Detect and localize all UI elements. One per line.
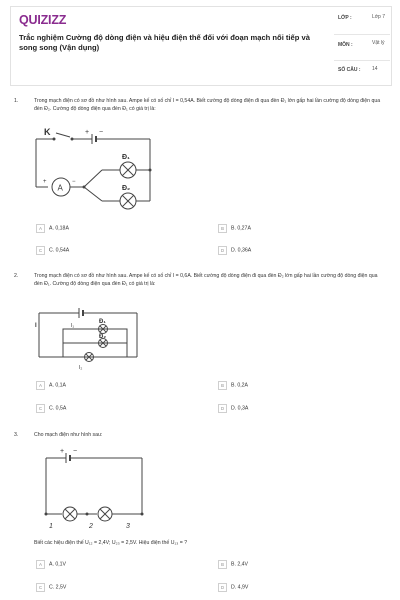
lamp2-label: Đ₂: [99, 334, 106, 340]
current-i1-label: I₁: [71, 323, 75, 329]
circuit-diagram-3: [36, 444, 156, 534]
quizizz-logo: QUIZIZZ: [19, 13, 67, 27]
plus-label: +: [85, 129, 90, 136]
answer-option[interactable]: B B. 2,4V: [218, 560, 248, 569]
question-count-value: 14: [372, 66, 378, 72]
answer-option[interactable]: C C. 0,54A: [36, 246, 69, 255]
answer-option[interactable]: C C. 2,5V: [36, 583, 66, 592]
answer-option[interactable]: D D. 4,9V: [218, 583, 248, 592]
circuit-diagram-1: [30, 125, 160, 213]
point-3-label: 3: [126, 523, 130, 530]
current-i2-label: I₂: [79, 365, 83, 371]
lamp1-label: Đ₁: [122, 154, 130, 161]
question-text: Trong mạch điện có sơ đồ như hình sau. Ampe kế có số chỉ I = 0,6A. Biết cường độ dòng điện đi qua đèn Đ₂ lớn gấp hai lần cường độ dòng điện qua đèn Đ₁. Cường độ dòng điện qua đèn Đ₁ có giá trị là:: [34, 273, 378, 287]
lamp2-label: Đ₂: [122, 185, 131, 192]
question-number: 3.: [14, 432, 19, 438]
ammeter-label: A: [57, 183, 63, 193]
point-2-label: 2: [89, 523, 93, 530]
lamp1-label: Đ₁: [99, 319, 106, 325]
class-value: Lớp 7: [372, 14, 386, 20]
answer-option[interactable]: A A. 0,1V: [36, 560, 66, 569]
class-label: LỚP :: [338, 15, 352, 21]
minus-label: −: [99, 129, 104, 136]
question-number: 2.: [14, 273, 19, 279]
worksheet-header: [10, 6, 392, 86]
answer-option[interactable]: B B. 0,2A: [218, 381, 248, 390]
answer-option[interactable]: C C. 0,5A: [36, 404, 66, 413]
plus-label: +: [60, 448, 65, 455]
point-1-label: 1: [49, 523, 53, 530]
answer-option[interactable]: D D. 0,3A: [218, 404, 248, 413]
question-count-label: SỐ CÂU :: [338, 67, 361, 73]
question-text: Trong mạch điện có sơ đồ như hình sau. Ampe kế có số chỉ I = 0,54A. Biết cường độ dòng điện đi qua đèn Đ₁ lớn gấp hai lần cường độ dòng điện qua đèn Đ₂. Cường độ dòng điện qua đèn Đ₁ có giá trị là:: [34, 98, 381, 112]
ammeter-plus: +: [43, 179, 47, 185]
question-text: Cho mạch điện như hình sau:: [34, 432, 103, 438]
question-number: 1.: [14, 98, 19, 104]
subject-label: MÔN :: [338, 42, 353, 48]
current-label: I: [35, 323, 37, 329]
answer-option[interactable]: D D. 0,36A: [218, 246, 251, 255]
header-divider: [334, 34, 390, 35]
worksheet-title: Trắc nghiệm Cường độ dòng điện và hiệu điện thế đối với đoạn mạch nối tiếp và song song (Vận dụng): [19, 33, 310, 52]
question-extra-text: Biết các hiệu điện thế U₁₂ = 2,4V; U₂₃ = 2,5V. Hiệu điện thế U₁₃ = ?: [34, 540, 188, 546]
circuit-diagram-2: [33, 303, 143, 373]
switch-label: K: [44, 127, 51, 137]
answer-option[interactable]: A A. 0,1A: [36, 381, 66, 390]
answer-option[interactable]: B B. 0,27A: [218, 224, 251, 233]
ammeter-minus: −: [72, 179, 76, 185]
subject-value: Vật lý: [372, 40, 385, 46]
answer-option[interactable]: A A. 0,18A: [36, 224, 69, 233]
header-divider: [334, 60, 390, 61]
minus-label: −: [73, 448, 78, 455]
